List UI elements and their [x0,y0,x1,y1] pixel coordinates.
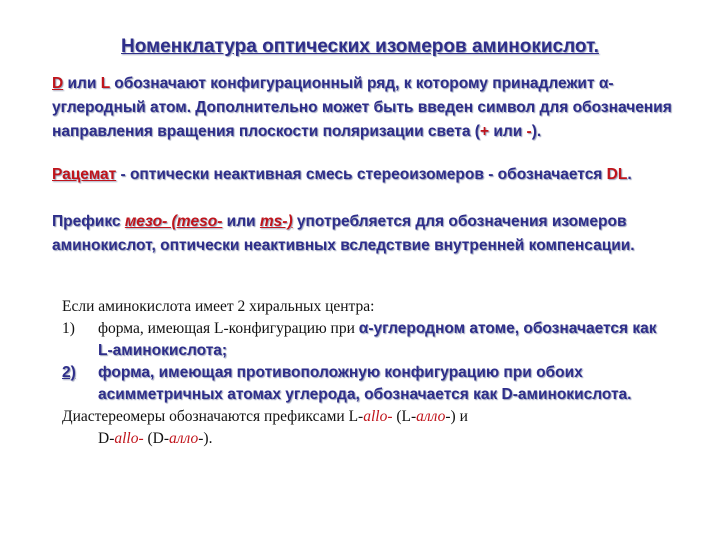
dia-text-3: -) и [445,408,468,425]
chiral-intro: Если аминокислота имеет 2 хиральных центра: [62,298,375,315]
paragraph-meso [52,210,672,258]
allo-prefix-l-ru: алло [416,408,446,425]
meso-prefix: мезо- (meso- [124,213,223,230]
text-or-3: или [222,213,260,230]
list-item-1 [62,318,662,362]
alpha-symbol: α [598,75,609,92]
racemate-end: . [627,166,632,183]
text-or-2: или [489,123,527,140]
symbol-d: D [52,75,64,92]
allo-prefix-l: allo- [363,408,393,425]
dia-text-1: Диастереомеры обозначаются префиксами L- [62,408,364,425]
dia-text-6: -). [198,430,213,447]
paragraph-configuration [52,72,672,144]
plus-sign: + [479,123,490,140]
dia-text-4: D- [98,430,115,447]
text-configuration-a: обозначают конфигурационный ряд, к которому принадлежит [109,75,599,92]
minus-sign: - [526,123,532,140]
text-configuration-c: ). [531,123,542,140]
diastereomers-line [62,406,662,428]
racemate-term: Рацемат [52,166,117,183]
dia-text-2: (L- [392,408,417,425]
list-number-2: 2) [62,364,76,381]
prefix-label: Префикс [52,213,125,230]
meso-definition: употребляется для обозначения изомеров аминокислот, оптически неактивных вследствие внутренней компенсации. [52,213,635,254]
ms-prefix: ms-) [259,213,293,230]
racemate-definition: - оптически неактивная смесь стереоизомеров - обозначается [116,166,607,183]
allo-prefix-d-ru: алло [169,430,199,447]
dl-symbol: DL [606,166,628,183]
text-configuration-b: -углеродный атом. Дополнительно может быть введен символ для обозначения направления вращения плоскости поляризации света ( [52,75,672,140]
item1-text-b: -углеродном атоме, обозначается как L-аминокислота; [98,320,657,359]
item2-text: форма, имеющая противоположную конфигурацию при обоих асимметричных атомах углерода, обозначается как D-аминокислота. [98,364,632,403]
alpha-symbol-2: α [358,320,369,337]
text-or: или [63,75,101,92]
item1-text-a: форма, имеющая L-конфигурацию при [98,320,359,337]
dia-text-5: (D- [143,430,170,447]
list-number-1: 1) [62,320,75,337]
list-item-2 [62,362,662,406]
chiral-centers-section [62,296,662,450]
allo-prefix-d: allo- [114,430,144,447]
slide-title: Номенклатура оптических изомеров аминокислот. [121,36,599,57]
diastereomers-line-2 [62,428,662,450]
symbol-l: L [100,75,110,92]
paragraph-racemate [52,163,672,187]
